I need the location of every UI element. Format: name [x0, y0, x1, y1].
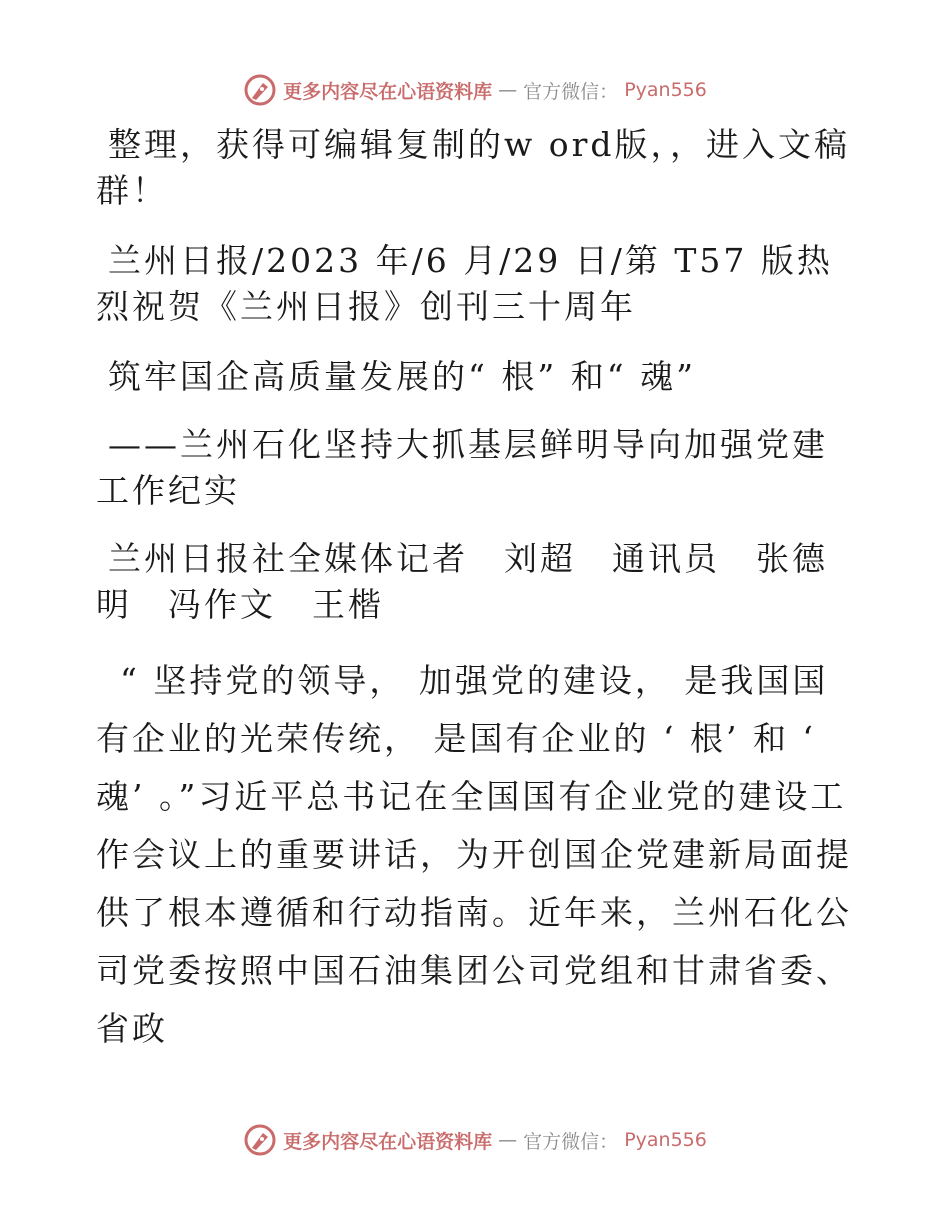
watermark-wechat-id: Pyan556 [624, 1129, 707, 1151]
header-watermark [0, 70, 950, 110]
source-line: 兰州日报/2023 年/6 月/29 日/第 T57 版热烈祝贺《兰州日报》创刊三十周年 [96, 241, 833, 326]
pen-nib-logo-icon [243, 73, 277, 107]
article-body-paragraph: “ 坚持党的领导， 加强党的建设， 是我国国有企业的光荣传统， 是国有企业的 ‘ 根’ 和 ‘ 魂’ 。”习近平总书记在全国国有企业党的建设工作会议上的重要讲话，为开创国企党建新局面提供了根本遵循和行动指南。近年来，兰州石化公司党委按照中国石油集团公司党组和甘肃省委、省政 [96, 661, 852, 1048]
article-byline: 兰州日报社全媒体记者 刘超 通讯员 张德明 冯作文 王楷 [96, 539, 828, 624]
watermark-brand-text: 更多内容尽在心语资料库 [283, 80, 493, 103]
watermark-brand-text: 更多内容尽在心语资料库 [283, 1130, 493, 1153]
watermark-separator: — [498, 1129, 518, 1151]
document-body [96, 122, 856, 1058]
watermark-separator: — [498, 79, 518, 101]
footer-watermark [0, 1120, 950, 1160]
intro-paragraph: 整理，获得可编辑复制的w ord版，，进入文稿群！ [96, 125, 851, 210]
watermark-wechat-label: 官方微信： [523, 80, 619, 103]
article-subtitle: ——兰州石化坚持大抓基层鲜明导向加强党建工作纪实 [96, 425, 828, 510]
pen-nib-logo-icon [243, 1123, 277, 1157]
watermark-wechat-label: 官方微信： [523, 1130, 619, 1153]
article-title: 筑牢国企高质量发展的“ 根” 和“ 魂” [108, 357, 696, 396]
watermark-wechat-id: Pyan556 [624, 79, 707, 101]
